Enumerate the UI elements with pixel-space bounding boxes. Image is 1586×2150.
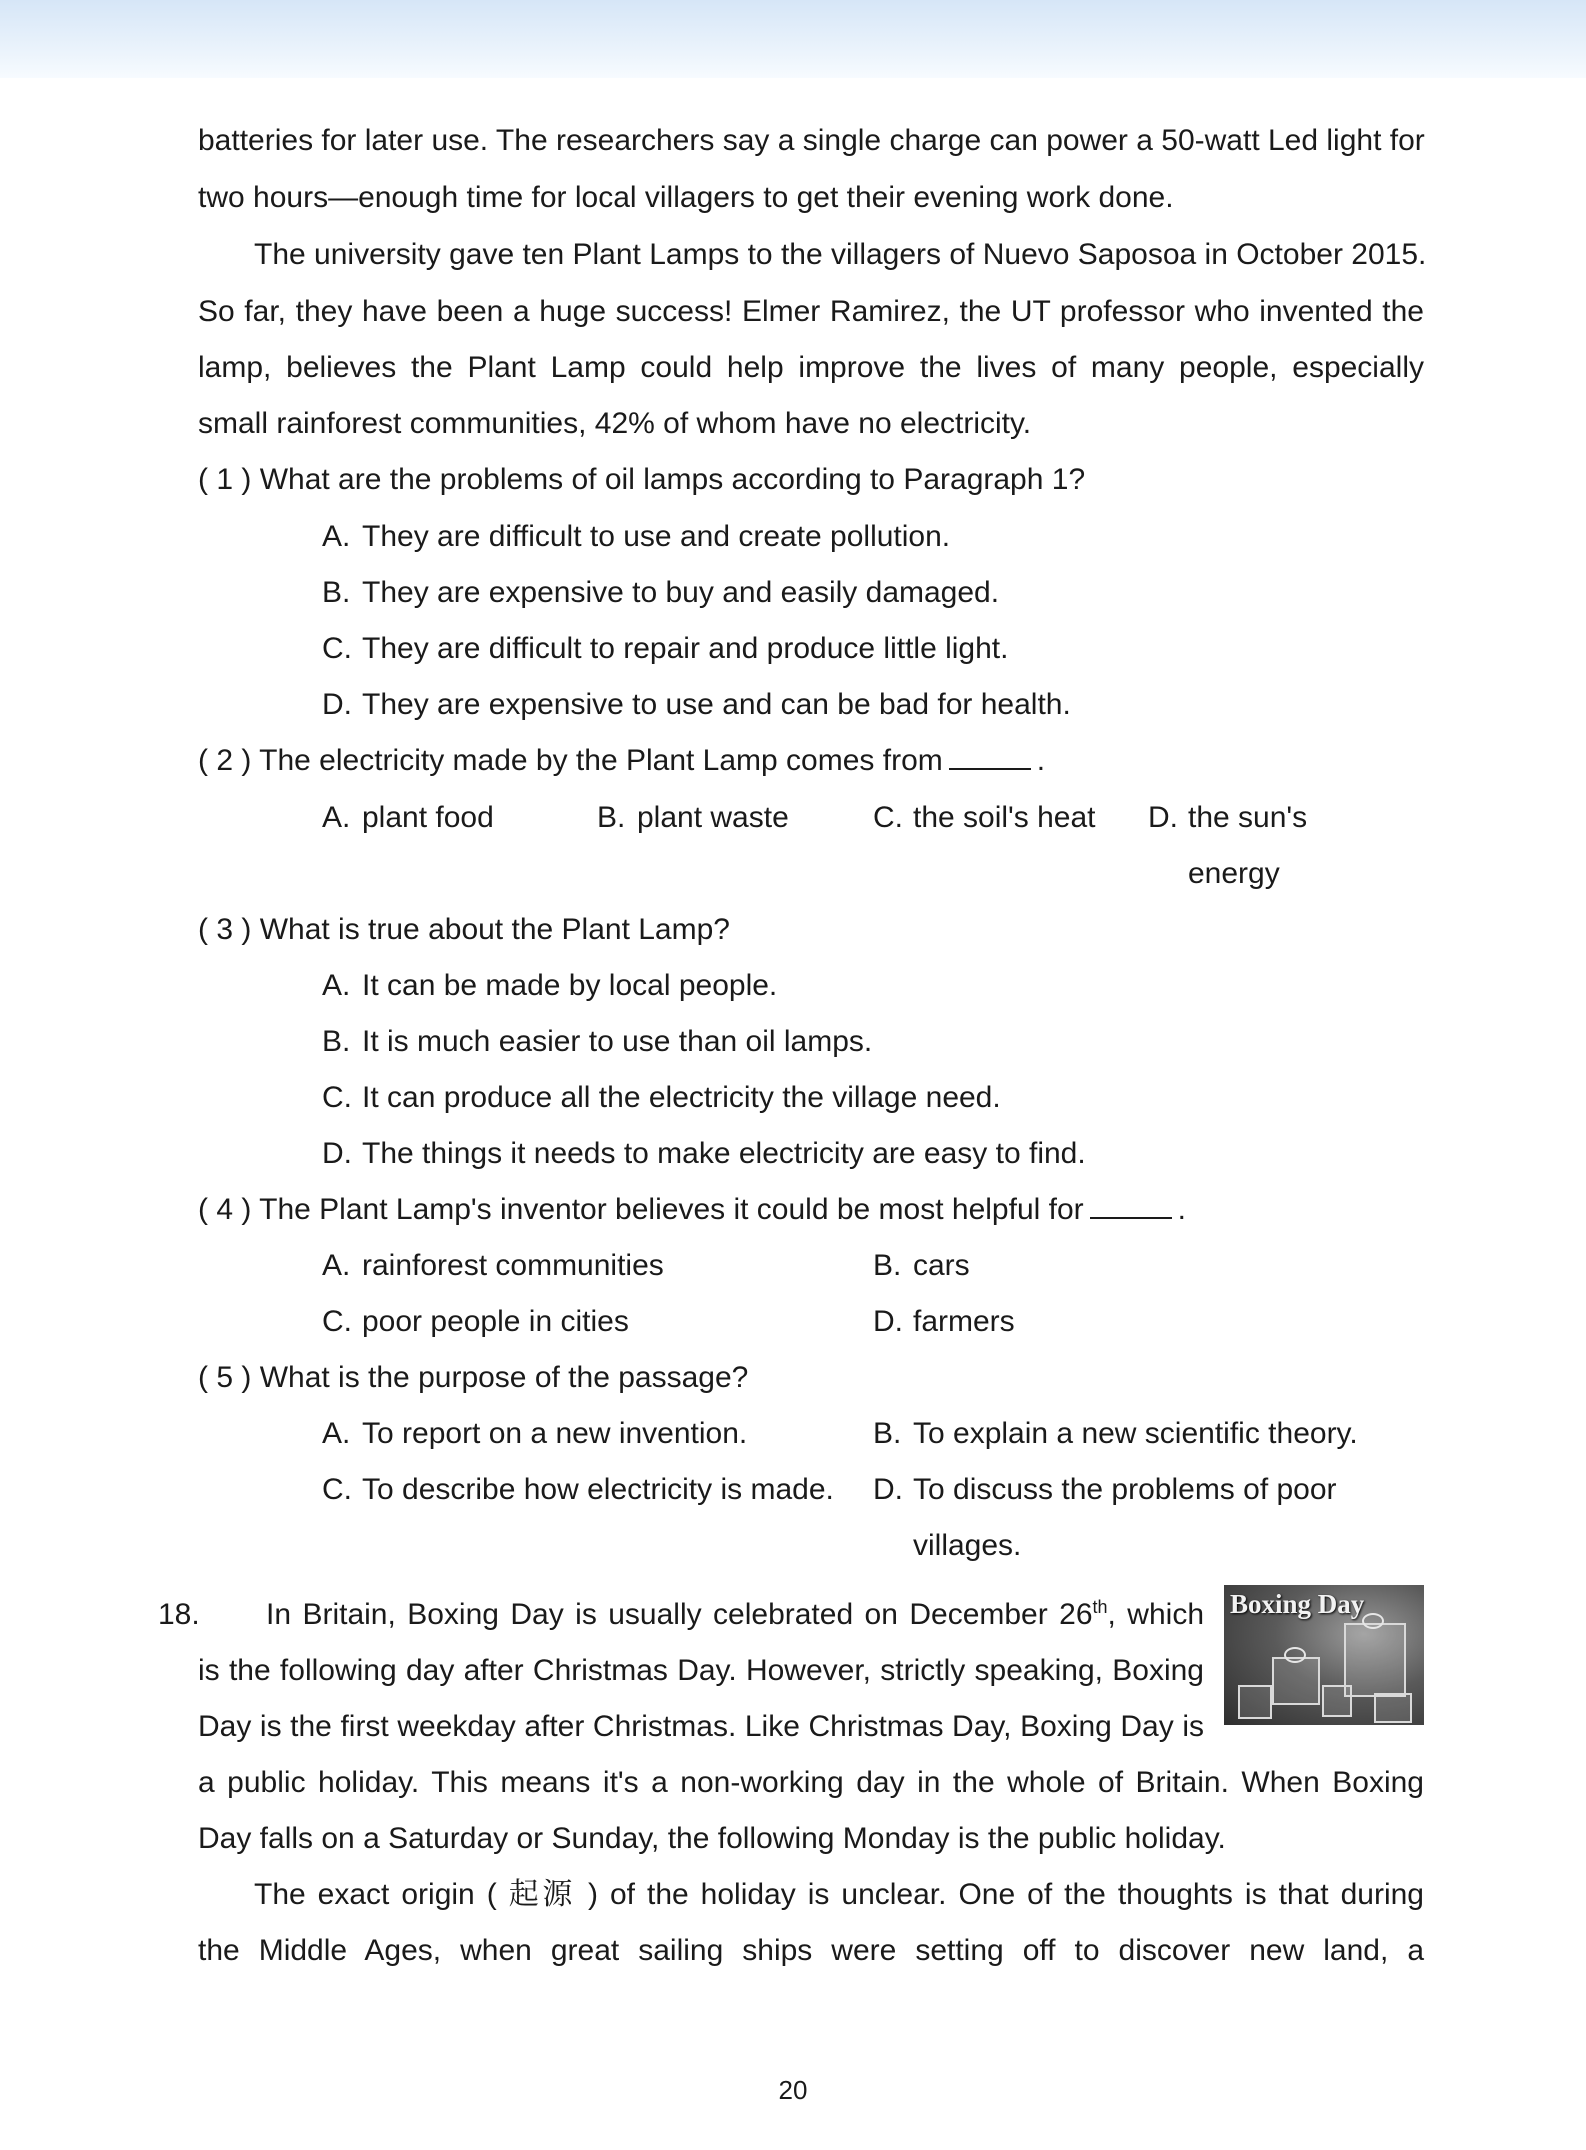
- q5-option-d-continued: villages.: [913, 1529, 1022, 1562]
- q3-option-a[interactable]: A. It can be made by local people.: [322, 969, 778, 1002]
- passage-line: Day is the first weekday after Christmas. Like Christmas Day, Boxing Day is: [198, 1710, 1204, 1743]
- passage-line: The exact origin ( 起源 ) of the holiday is unclear. One of the thoughts is that during: [254, 1878, 1424, 1911]
- passage-line: lamp, believes the Plant Lamp could help improve the lives of many people, especially: [198, 351, 1424, 384]
- gift-box-icon: [1238, 1685, 1272, 1719]
- question-number: ( 4 ): [198, 1193, 252, 1226]
- passage-line: The university gave ten Plant Lamps to the villagers of Nuevo Saposoa in October 2015.: [254, 238, 1427, 271]
- q3-option-b[interactable]: B. It is much easier to use than oil lamps.: [322, 1025, 873, 1058]
- q5-option-a[interactable]: A. To report on a new invention.: [322, 1417, 748, 1450]
- q1-option-c[interactable]: C. They are difficult to repair and produce little light.: [322, 632, 1009, 665]
- q1-option-a[interactable]: A. They are difficult to use and create pollution.: [322, 520, 951, 553]
- gift-box-icon: [1272, 1657, 1320, 1705]
- q5-option-b[interactable]: B. To explain a new scientific theory.: [873, 1417, 1358, 1450]
- header-band: [0, 0, 1586, 78]
- gift-box-icon: [1374, 1693, 1412, 1723]
- q4-option-b[interactable]: B. cars: [873, 1249, 970, 1282]
- question-number: ( 3 ): [198, 913, 252, 946]
- q1-option-d[interactable]: D. They are expensive to use and can be bad for health.: [322, 688, 1071, 721]
- q2-option-d-continued: energy: [1188, 857, 1280, 890]
- passage-line: two hours—enough time for local villagers to get their evening work done.: [198, 181, 1174, 214]
- q4-option-c[interactable]: C. poor people in cities: [322, 1305, 629, 1338]
- page-number: 20: [778, 2075, 808, 2105]
- question-text: What is the purpose of the passage?: [259, 1361, 749, 1394]
- passage-line: Day falls on a Saturday or Sunday, the following Monday is the public holiday.: [198, 1822, 1226, 1855]
- question-text: What are the problems of oil lamps according to Paragraph 1?: [259, 463, 1086, 496]
- q5-option-c[interactable]: C. To describe how electricity is made.: [322, 1473, 834, 1506]
- q2-option-d[interactable]: D. the sun's: [1148, 801, 1308, 834]
- q5-option-d[interactable]: D. To discuss the problems of poor: [873, 1473, 1337, 1506]
- passage-line: batteries for later use. The researchers say a single charge can power a 50-watt Led light for: [198, 124, 1425, 157]
- passage-line: the Middle Ages, when great sailing ships were setting off to discover new land, a: [198, 1934, 1424, 1967]
- question-number: ( 2 ): [198, 744, 252, 777]
- q2-option-b[interactable]: B. plant waste: [597, 801, 789, 834]
- question-3: [198, 902, 730, 958]
- gift-bow-icon: [1362, 1613, 1384, 1629]
- gift-box-icon: [1344, 1623, 1406, 1697]
- q3-option-d[interactable]: D. The things it needs to make electricity are easy to find.: [322, 1137, 1086, 1170]
- photo-caption: Boxing Day: [1230, 1589, 1365, 1619]
- passage-line: small rainforest communities, 42% of whom have no electricity.: [198, 407, 1032, 440]
- question-4: ( 4 ) The Plant Lamp's inventor believes it could be most helpful for .: [198, 1193, 1186, 1226]
- passage-line: So far, they have been a huge success! Elmer Ramirez, the UT professor who invented the: [198, 295, 1424, 328]
- passage-line: a public holiday. This means it's a non-working day in the whole of Britain. When Boxing: [198, 1766, 1424, 1799]
- gift-box-icon: [1322, 1685, 1352, 1717]
- q2-option-c[interactable]: C. the soil's heat: [873, 801, 1096, 834]
- answer-blank[interactable]: [1090, 1195, 1172, 1219]
- question-text: What is true about the Plant Lamp?: [259, 913, 730, 946]
- boxing-day-photo: [1224, 1585, 1424, 1725]
- answer-blank[interactable]: [949, 746, 1031, 770]
- q4-option-a[interactable]: A. rainforest communities: [322, 1249, 664, 1282]
- section-number: 18.: [158, 1598, 200, 1631]
- q2-option-a[interactable]: A. plant food: [322, 801, 494, 834]
- question-text: The electricity made by the Plant Lamp comes from: [259, 744, 943, 777]
- q4-option-d[interactable]: D. farmers: [873, 1305, 1015, 1338]
- q1-option-b[interactable]: B. They are expensive to buy and easily damaged.: [322, 576, 1000, 609]
- passage-line: is the following day after Christmas Day. However, strictly speaking, Boxing: [198, 1654, 1204, 1687]
- gift-bow-icon: [1284, 1647, 1306, 1663]
- question-text: The Plant Lamp's inventor believes it could be most helpful for: [259, 1193, 1084, 1226]
- passage-line: In Britain, Boxing Day is usually celebrated on December 26th, which: [266, 1597, 1205, 1631]
- question-number: ( 5 ): [198, 1361, 252, 1394]
- question-2: ( 2 ) The electricity made by the Plant Lamp comes from .: [198, 744, 1046, 777]
- question-5: [198, 1350, 748, 1406]
- question-number: ( 1 ): [198, 463, 252, 496]
- q3-option-c[interactable]: C. It can produce all the electricity the village need.: [322, 1081, 1001, 1114]
- question-1: [198, 452, 1085, 508]
